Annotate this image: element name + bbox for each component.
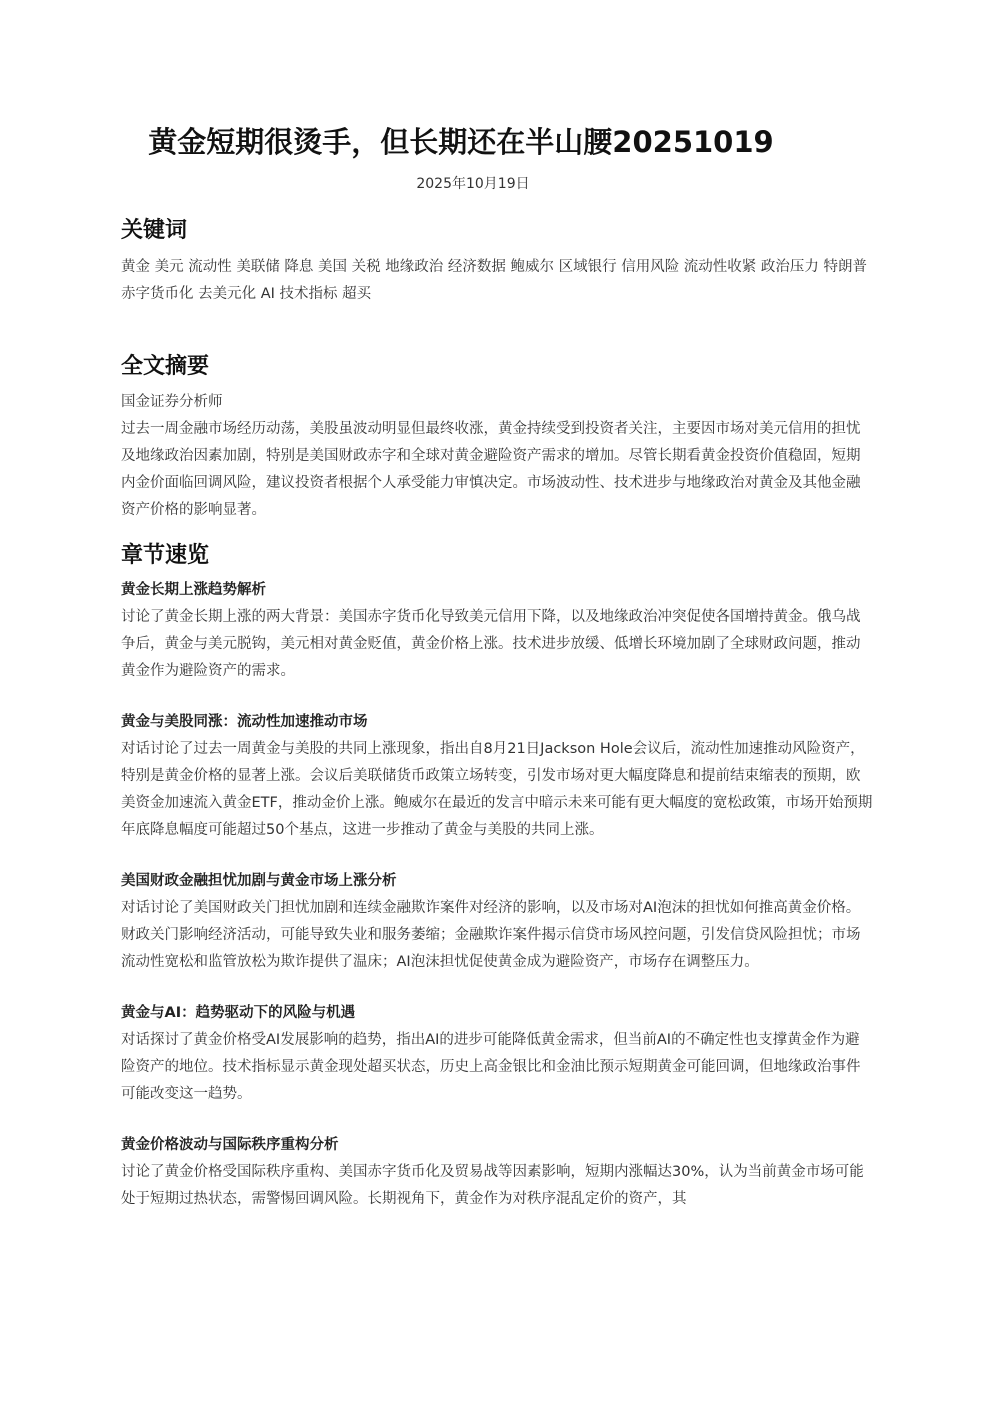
chapter-text: 讨论了黄金价格受国际秩序重构、美国赤字货币化及贸易战等因素影响，短期内涨幅达30%，认为当前黄金市场可能处于短期过热状态，需警惕回调风险。长期视角下，黄金作为对秩序混乱定价的资产，其 [121,1164,864,1207]
chapter-text: 对话讨论了过去一周黄金与美股的共同上涨现象，指出自8月21日Jackson Hole会议后，流动性加速推动风险资产，特别是黄金价格的显著上涨。会议后美联储货币政策立场转变，引发市场对更大幅度降息和提前结束缩表的预期，欧美资金加速流入黄金ETF，推动金价上涨。鲍威尔在最近的发言中暗示未来可能有更大幅度的宽松政策，市场开始预期年底降息幅度可能超过50个基点，这进一步推动了黄金与美股的共同上涨。 [121,741,873,838]
chapter-text: 讨论了黄金长期上涨的两大背景：美国赤字货币化导致美元信用下降，以及地缘政治冲突促使各国增持黄金。俄乌战争后，黄金与美元脱钩，美元相对黄金贬值，黄金价格上涨。技术进步放缓、低增长环境加剧了全球财政问题，推动黄金作为避险资产的需求。 [121,609,861,679]
chapters-heading: 章节速览 [121,543,210,568]
document-title: 黄金短期很烫手，但长期还在半山腰20251019 [148,125,774,159]
chapter-title: 黄金价格波动与国际秩序重构分析 [121,1137,339,1153]
summary-text: 过去一周金融市场经历动荡，美股虽波动明显但最终收涨，黄金持续受到投资者关注，主要因市场对美元信用的担忧及地缘政治因素加剧，特别是美国财政赤字和全球对黄金避险资产需求的增加。尽管长期看黄金投资价值稳固，短期内金价面临回调风险，建议投资者根据个人承受能力审慎决定。市场波动性、技术进步与地缘政治对黄金及其他金融资产价格的影响显著。 [121,421,861,518]
chapter-text: 对话讨论了美国财政关门担忧加剧和连续金融欺诈案件对经济的影响，以及市场对AI泡沫的担忧如何推高黄金价格。财政关门影响经济活动，可能导致失业和服务萎缩；金融欺诈案件揭示信贷市场风控问题，引发信贷风险担忧；市场流动性宽松和监管放松为欺诈提供了温床；AI泡沫担忧促使黄金成为避险资产，市场存在调整压力。 [121,900,861,970]
summary-section [121,352,873,524]
summary-heading: 全文摘要 [121,354,210,379]
keywords-text: 黄金 美元 流动性 美联储 降息 美国 关税 地缘政治 经济数据 鲍威尔 区域银行 信用风险 流动性收紧 政治压力 特朗普 赤字货币化 去美元化 AI 技术指标 超买 [121,259,868,302]
chapter-title: 黄金长期上涨趋势解析 [121,582,266,598]
chapter-title: 黄金与美股同涨：流动性加速推动市场 [121,714,368,730]
chapters-list [121,577,873,1213]
chapter-item [121,1132,873,1213]
chapter-title: 美国财政金融担忧加剧与黄金市场上涨分析 [121,873,397,889]
keywords-section [121,216,873,308]
chapter-item [121,868,873,976]
chapter-item [121,709,873,844]
chapter-title: 黄金与AI：趋势驱动下的风险与机遇 [121,1005,356,1021]
chapter-item [121,1000,873,1108]
keywords-heading: 关键词 [121,218,188,243]
chapter-text: 对话探讨了黄金价格受AI发展影响的趋势，指出AI的进步可能降低黄金需求，但当前AI的不确定性也支撑黄金作为避险资产的地位。技术指标显示黄金现处超买状态，历史上高金银比和金油比预示短期黄金可能回调，但地缘政治事件可能改变这一趋势。 [121,1032,861,1102]
chapters-section [121,541,873,1237]
chapter-item [121,577,873,685]
document-date: 2025年10月19日 [416,176,530,192]
summary-source: 国金证券分析师 [121,394,223,410]
